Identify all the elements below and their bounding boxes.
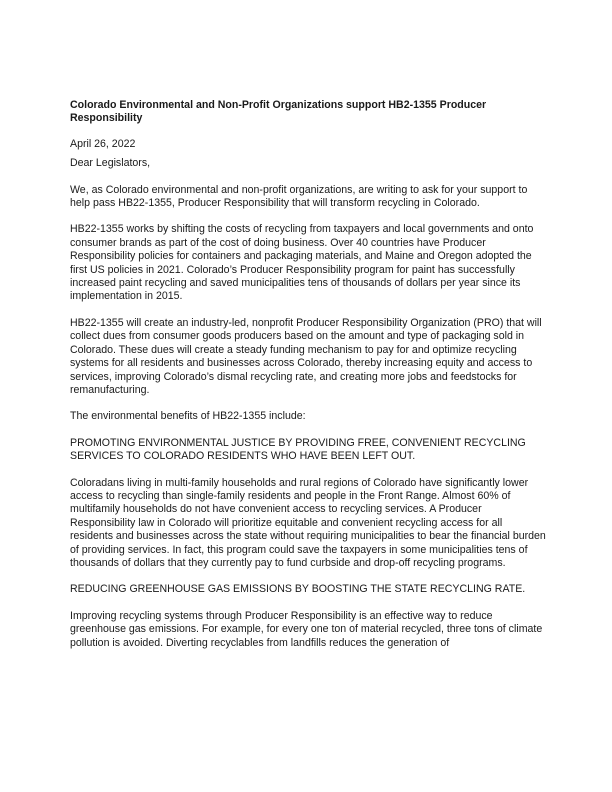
letter-salutation: Dear Legislators, bbox=[70, 157, 151, 170]
letter-body bbox=[70, 99, 548, 663]
letter-title: Colorado Environmental and Non-Profit Organizations support HB2-1355 Producer Responsibility bbox=[70, 99, 487, 125]
benefit-heading-environmental-justice: PROMOTING ENVIRONMENTAL JUSTICE BY PROVIDING FREE, CONVENIENT RECYCLING SERVICES TO COLORADO RESIDENTS WHO HAVE BEEN LEFT OUT. bbox=[70, 436, 526, 463]
paragraph-emissions: Improving recycling systems through Producer Responsibility is an effective way to reduce greenhouse gas emissions. For example, for every one ton of material recycled, three tons of climate pollution is avoided. Diverting recyclables from landfills reduces the generation of bbox=[70, 609, 543, 649]
paragraph-pro: HB22-1355 will create an industry-led, nonprofit Producer Responsibility Organization (PRO) that will collect dues from consumer goods producers based on the amount and type of packaging sold in Colorado. These dues will create a steady funding mechanism to pay for and optimize recycling systems for all residents and businesses across Colorado, thereby increasing equity and access to services, improving Colorado’s dismal recycling rate, and creating more jobs and feedstocks for remanufacturing. bbox=[70, 316, 542, 396]
paragraph-how-it-works: HB22-1355 works by shifting the costs of recycling from taxpayers and local governments and onto consumer brands as part of the cost of doing business. Over 40 countries have Producer Responsibility policies for containers and packaging materials, and Maine and Oregon adopted the first US policies in 2021. Colorado’s Producer Responsibility program for paint has successfully increased paint recycling and saved municipalities tens of thousands of dollars per year since its implementation in 2015. bbox=[70, 223, 534, 303]
benefits-intro: The environmental benefits of HB22-1355 include: bbox=[70, 410, 306, 423]
benefit-heading-greenhouse-gas: REDUCING GREENHOUSE GAS EMISSIONS BY BOOSTING THE STATE RECYCLING RATE. bbox=[70, 583, 526, 596]
letter-date: April 26, 2022 bbox=[70, 137, 136, 150]
paragraph-access: Coloradans living in multi-family households and rural regions of Colorado have significantly lower access to recycling than single-family residents and people in the Front Range. Almost 60% of multifamily households do not have convenient access to recycling services. A Producer Responsibility law in Colorado will prioritize equitable and convenient recycling access for all residents and businesses across the state without requiring municipalities to bear the financial burden of providing services. In fact, this program could save the taxpayers in some municipalities tens of thousands of dollars that they currently pay to fund curbside and drop-off recycling programs. bbox=[70, 476, 546, 569]
paragraph-intro: We, as Colorado environmental and non-profit organizations, are writing to ask for your support to help pass HB22-1355, Producer Responsibility that will transform recycling in Colorado. bbox=[70, 183, 528, 210]
